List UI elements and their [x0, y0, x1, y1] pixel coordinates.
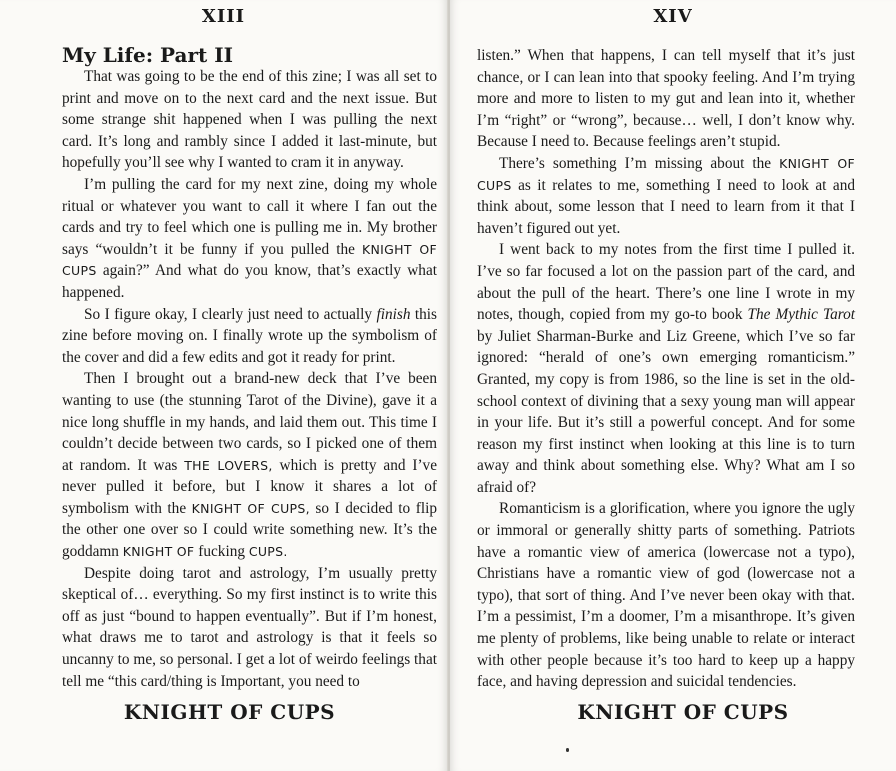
- card-name: KNIGHT OF CUPS: [477, 155, 855, 193]
- paragraph-text: I went back to my notes from the first time I pulled it. I’ve so far focused a lot on the passion part of the card, and about the pull of the heart. There’s one line I wrote in my notes, though, copied from my go-to book: [477, 241, 855, 324]
- book-title: The Mythic Tarot: [747, 306, 855, 324]
- paragraph-text: as it relates to me, something I need to look at and think about, some lesson that I need to learn from it that I haven’t figured out yet.: [477, 176, 855, 237]
- paragraph-text: Romanticism is a glorification, where you ignore the ugly or immoral or generally shitty parts of something. Patriots have a romantic view of america (lowercase not a typo), Christians have a romantic view of god (lowercase not a typo), that sort of thing. And I’ve never been okay with that. I’m a pessimist, I’m a doomer, I’m a misanthrope. It’s given me plenty of problems, like being unable to relate or interact with other people because it’s too hard to keep up a happy face, and having depression and suicidal tendencies.: [477, 500, 855, 691]
- paragraph: [477, 45, 855, 153]
- emphasis: finish: [376, 305, 411, 323]
- paragraph-text: fucking: [198, 543, 245, 561]
- paragraph: [477, 239, 855, 498]
- page-number-left: XIII: [201, 6, 246, 27]
- paragraph: [477, 153, 855, 239]
- paragraph-text: Then I brought out a brand-new deck that I’ve been wanting to use (the stunning Tarot of the Divine), gave it a nice long shuffle in my hands, and laid them out. This time I couldn’t decide between two cards, so I picked one of them at random. It was: [62, 370, 437, 474]
- right-body-text: [477, 45, 855, 693]
- paragraph: [62, 563, 437, 693]
- section-title: My Life: Part II: [62, 43, 233, 67]
- paragraph-text: which is pretty and I’ve never pulled it before, but I know it shares a lot of symbolism with the: [62, 456, 437, 517]
- paragraph-text: this zine before moving on. I finally wrote up the symbolism of the cover and did a few edits and got it ready for print.: [62, 305, 437, 366]
- footer-title-left: KNIGHT OF CUPS: [123, 700, 336, 724]
- paragraph: [62, 304, 437, 369]
- paragraph-text: again?” And what do you know, that’s exactly what happened.: [62, 262, 437, 301]
- card-name: CUPS.: [248, 544, 288, 560]
- paragraph: [477, 498, 855, 692]
- paragraph-text: So I figure okay, I clearly just need to actually: [84, 305, 373, 323]
- page-speck: [566, 748, 569, 752]
- left-body-text: [62, 66, 437, 692]
- paragraph: [62, 368, 437, 562]
- paragraph-text: There’s something I’m missing about the: [499, 154, 772, 172]
- paragraph-text: so I decided to flip the other one over so I could write something new. It’s the goddamn: [62, 499, 437, 561]
- card-name: THE LOVERS,: [184, 457, 273, 473]
- footer-title-right: KNIGHT OF CUPS: [577, 700, 789, 724]
- paragraph-text: I’m pulling the card for my next zine, doing my whole ritual or whatever you want to call it where I fan out the cards and try to feel which one is pulling me in. My brother says “wouldn’t it be funny if you pulled the: [62, 175, 437, 258]
- paragraph: [62, 174, 437, 304]
- paragraph-text: That was going to be the end of this zine; I was all set to print and move on to the next card and the next issue. But some strange shit happened when I was pulling the next card. It’s long and rambly since I added it last-minute, but hopefully you’ll see why I wanted to cram it in anyway.: [62, 68, 437, 172]
- card-name: KNIGHT OF CUPS,: [191, 500, 310, 516]
- card-name: KNIGHT OF: [122, 544, 195, 560]
- paragraph-text: Despite doing tarot and astrology, I’m usually pretty skeptical of… everything. So my first instinct is to write this off as just “bound to happen eventually”. But if I’m honest, what draws me to tarot and astrology is that it feels so uncanny to me, so personal. I get a lot of weirdo feelings that tell me “this card/thing is Important, you need to: [62, 564, 437, 690]
- paragraph: [62, 66, 437, 174]
- paragraph-text: by Juliet Sharman-Burke and Liz Greene, which I’ve so far ignored: “herald of one’s own emerging romanticism.” Granted, my copy is from 1986, so the line is set in the old-school context of divining that a sexy young man will appear in your life. But it’s still a powerful concept. And for some reason my first instinct when looking at this line is to turn away and think about something else. Why? What am I so afraid of?: [477, 327, 855, 496]
- paragraph-text: listen.” When that happens, I can tell myself that it’s just chance, or I can lean into that spooky feeling. And I’m trying more and more to listen to my gut and lean into it, whether I’m “right” or “wrong”, because… well, I don’t know why. Because I need to. Because feelings aren’t stupid.: [477, 47, 855, 151]
- card-name: KNIGHT OF CUPS: [62, 241, 437, 279]
- page-number-right: XIV: [653, 6, 693, 27]
